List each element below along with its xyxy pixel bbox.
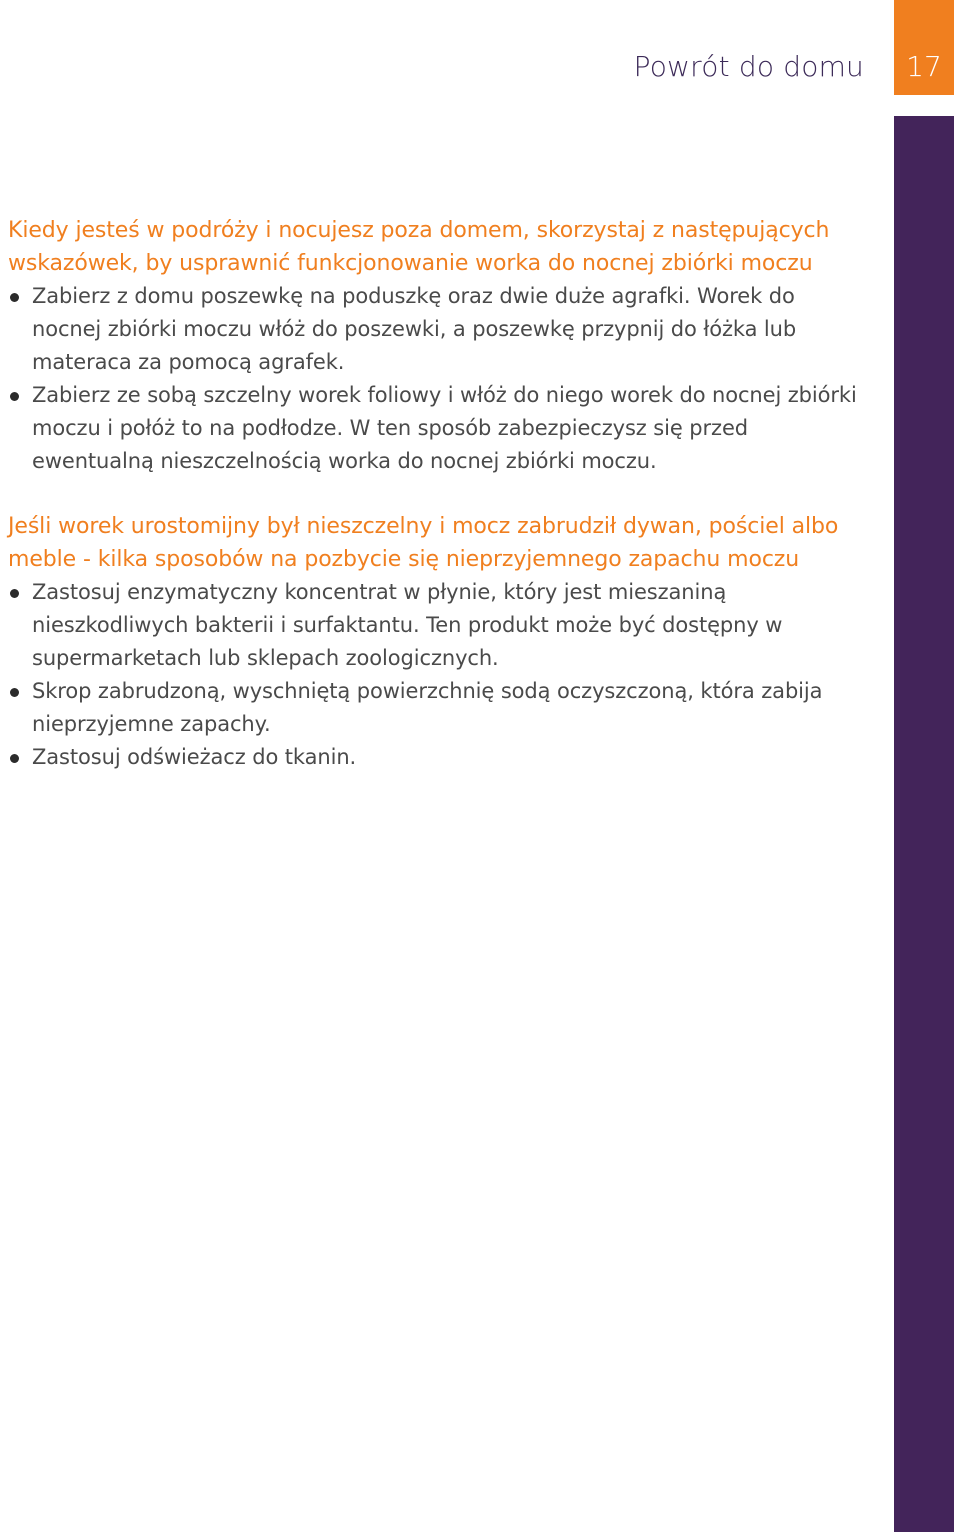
list-item (8, 379, 868, 478)
odor-removal-list (8, 576, 868, 774)
bullet-icon (10, 293, 19, 302)
list-item-text: Skrop zabrudzoną, wyschniętą powierzchnię sodą oczyszczoną, która zabija nieprzyjemne zapachy. (32, 679, 823, 736)
page-number-tab (894, 0, 954, 95)
list-item-text: Zastosuj odświeżacz do tkanin. (32, 745, 357, 769)
bullet-icon (10, 754, 19, 763)
travel-tips-list (8, 280, 868, 478)
list-item (8, 741, 868, 774)
bullet-icon (10, 589, 19, 598)
list-item-text: Zabierz z domu poszewkę na poduszkę oraz dwie duże agrafki. Worek do nocnej zbiórki moczu włóż do poszewki, a poszewkę przypnij do łóżka lub materaca za pomocą agrafek. (32, 284, 797, 374)
list-item-text: Zabierz ze sobą szczelny worek foliowy i włóż do niego worek do nocnej zbiórki moczu i połóż to na podłodze. W ten sposób zabezpieczysz się przed ewentualną nieszczelnością worka do nocnej zbiórki moczu. (32, 383, 857, 473)
travel-tips-heading: Kiedy jesteś w podróży i nocujesz poza domem, skorzystaj z następujących wskazówek, by usprawnić funkcjonowanie worka do nocnej zbiórki moczu (8, 218, 830, 276)
travel-tips-section (8, 214, 868, 478)
page-number: 17 (906, 50, 942, 83)
bullet-icon (10, 392, 19, 401)
list-item (8, 675, 868, 741)
page-title: Powrót do domu (633, 50, 864, 83)
odor-removal-heading: Jeśli worek urostomijny był nieszczelny i mocz zabrudził dywan, pościel albo meble - kilka sposobów na pozbycie się nieprzyjemnego zapachu moczu (8, 514, 839, 572)
list-item-text: Zastosuj enzymatyczny koncentrat w płynie, który jest mieszaniną nieszkodliwych bakterii i surfaktantu. Ten produkt może być dostępny w supermarketach lub sklepach zoologicznych. (32, 580, 783, 670)
bullet-icon (10, 688, 19, 697)
odor-removal-section (8, 510, 868, 774)
list-item (8, 576, 868, 675)
side-decorative-bar (894, 116, 954, 1532)
list-item (8, 280, 868, 379)
